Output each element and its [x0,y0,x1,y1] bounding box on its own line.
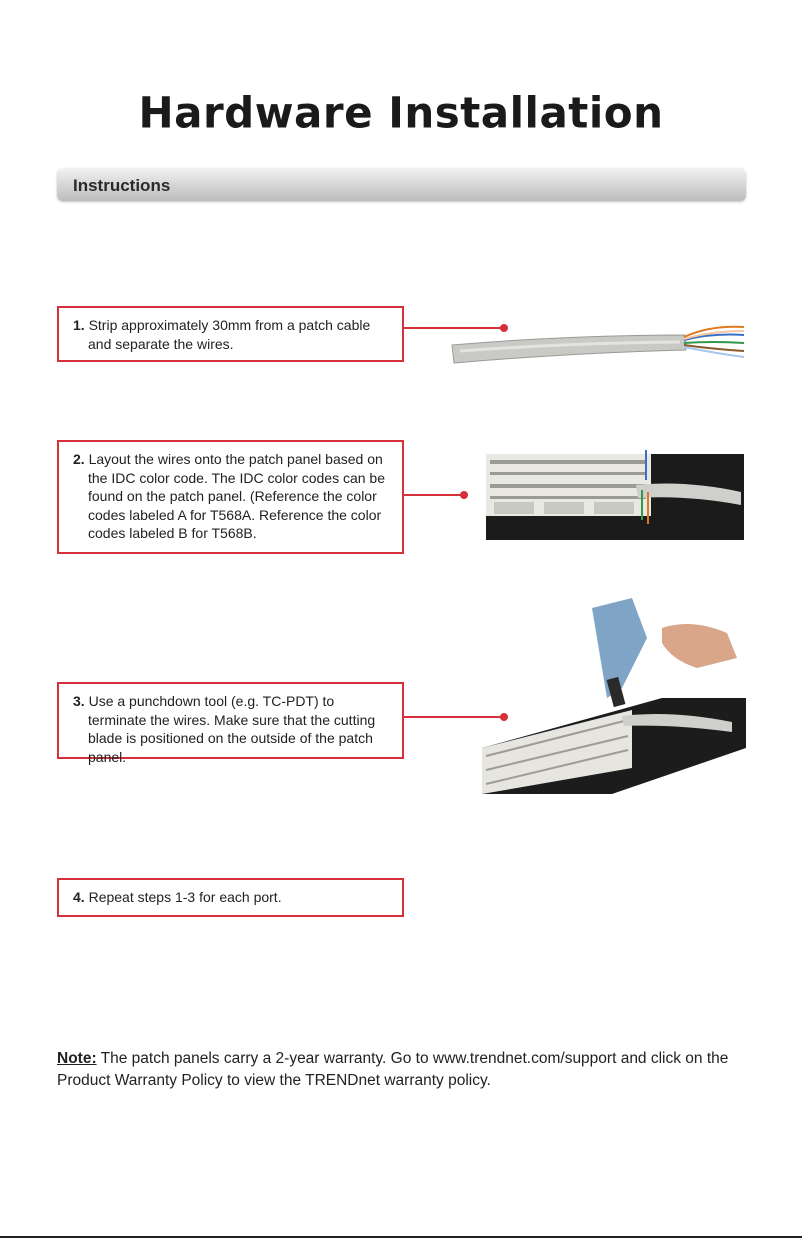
punchdown-tool-image [482,598,746,794]
bottom-rule [0,1236,802,1238]
step-text: Use a punchdown tool (e.g. TC-PDT) to terminate the wires. Make sure that the cutting blade is positioned on the outside of the patch panel. [88,693,376,765]
connector-dot [460,491,468,499]
note-label: Note: [57,1050,97,1067]
step-text: Layout the wires onto the patch panel based on the IDC color code. The IDC color codes can be found on the patch panel. (Reference the color codes labeled A for T568A. Reference the color codes labeled B for T568B. [88,451,386,541]
step-number: 3. [73,693,85,709]
warranty-note [57,1048,747,1092]
section-header-label: Instructions [73,176,171,195]
step-number: 4. [73,889,85,905]
step-text: Strip approximately 30mm from a patch cable and separate the wires. [88,317,371,352]
step-number: 2. [73,451,85,467]
section-header-bar [57,168,746,201]
step-number: 1. [73,317,85,333]
stripped-cable-image [450,305,746,365]
step-box-1 [57,306,404,362]
patch-panel-image [486,440,744,540]
page-title: Hardware Installation [138,87,664,138]
step-box-2 [57,440,404,554]
connector-line [404,494,464,496]
step-text: Repeat steps 1-3 for each port. [88,889,282,905]
step-box-3 [57,682,404,765]
note-text: The patch panels carry a 2-year warranty. Go to www.trendnet.com/support and click on the Product Warranty Policy to view the TRENDnet warranty policy. [57,1050,729,1089]
step-box-4 [57,878,404,917]
